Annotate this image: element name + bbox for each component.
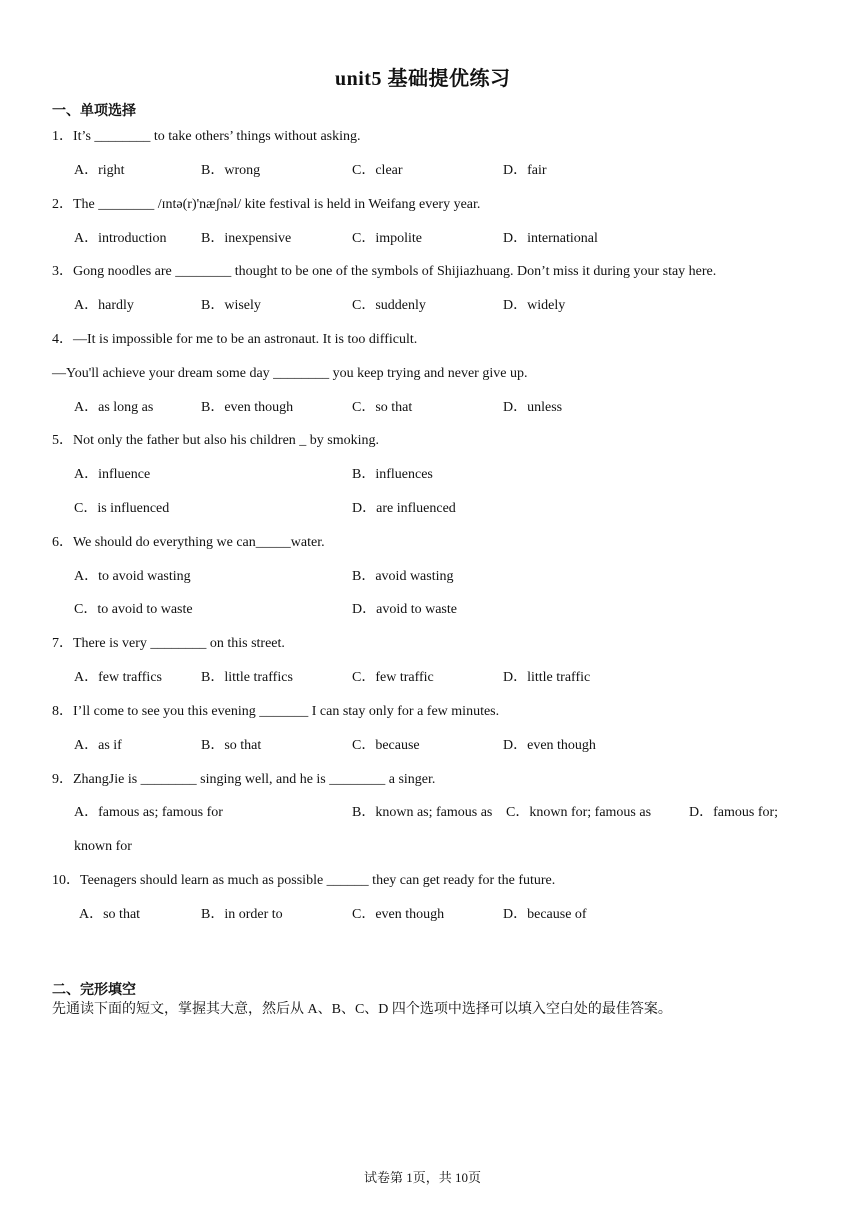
- section-heading-single-choice: 一、单项选择: [52, 103, 136, 119]
- option-a: A．as if: [74, 738, 122, 753]
- option-d: D．international: [503, 231, 598, 246]
- option-d: D．widely: [503, 298, 566, 313]
- option-c: C．few traffic: [352, 670, 434, 685]
- option-a: A．introduction: [74, 231, 167, 246]
- section-heading-cloze: 二、完形填空: [52, 982, 136, 998]
- option-b: B．known as; famous as: [352, 805, 493, 820]
- option-d: D．because of: [503, 907, 587, 922]
- option-a: A．hardly: [74, 298, 134, 313]
- option-b: B．wrong: [201, 163, 261, 178]
- option-d: D．are influenced: [352, 501, 456, 516]
- section-instruction: 先通读下面的短文，掌握其大意，然后从 A、B、C、D 四个选项中选择可以填入空白处的最佳答案。: [52, 1002, 672, 1017]
- question-stem: 3．Gong noodles are ________ thought to be one of the symbols of Shijiazhuang. Don’t miss it during your stay here.: [52, 264, 717, 279]
- question-stem: 1．It’s ________ to take others’ things without asking.: [52, 129, 361, 144]
- option-a: A．to avoid wasting: [74, 569, 191, 584]
- option-a: A．famous as; famous for: [74, 805, 223, 820]
- option-a: A．influence: [74, 467, 151, 482]
- option-b: B．even though: [201, 400, 294, 415]
- page-title: unit5 基础提优练习: [335, 68, 511, 90]
- option-c: C．to avoid to waste: [74, 602, 193, 617]
- option-c: C．clear: [352, 163, 403, 178]
- option-c: C．known for; famous as: [506, 805, 652, 820]
- question-stem: 7．There is very ________ on this street.: [52, 636, 285, 651]
- question-stem: 10．Teenagers should learn as much as possible ______ they can get ready for the future.: [52, 873, 556, 888]
- option-b: B．little traffics: [201, 670, 293, 685]
- option-a: A．as long as: [74, 400, 154, 415]
- option-b: B．avoid wasting: [352, 569, 454, 584]
- option-d: D．little traffic: [503, 670, 591, 685]
- option-d: D．famous for;: [689, 805, 779, 820]
- option-b: B．influences: [352, 467, 433, 482]
- option-c: C．impolite: [352, 231, 422, 246]
- question-stem: 9．ZhangJie is ________ singing well, and he is ________ a singer.: [52, 772, 436, 787]
- option-d: D．avoid to waste: [352, 602, 457, 617]
- option-d: D．even though: [503, 738, 596, 753]
- option-c: C．even though: [352, 907, 445, 922]
- option-b: B．inexpensive: [201, 231, 292, 246]
- option-b: B．so that: [201, 738, 262, 753]
- option-c: C．is influenced: [74, 501, 170, 516]
- option-c: C．because: [352, 738, 420, 753]
- question-stem: 5．Not only the father but also his children _ by smoking.: [52, 433, 380, 448]
- option-b: B．wisely: [201, 298, 261, 313]
- option-a: A．few traffics: [74, 670, 162, 685]
- option-a: A．so that: [79, 907, 141, 922]
- option-d: D．fair: [503, 163, 547, 178]
- option-c: C．suddenly: [352, 298, 426, 313]
- option-c: C．so that: [352, 400, 413, 415]
- option-b: B．in order to: [201, 907, 283, 922]
- question-stem: 4．—It is impossible for me to be an astronaut. It is too difficult.: [52, 332, 418, 347]
- option-d: D．unless: [503, 400, 563, 415]
- question-stem: 6．We should do everything we can_____water.: [52, 535, 325, 550]
- question-stem: 2．The ________ /ɪntə(r)'næʃnəl/ kite festival is held in Weifang every year.: [52, 197, 481, 212]
- question-stem-continued: —You'll achieve your dream some day ________ you keep trying and never give up.: [52, 366, 528, 381]
- option-d-continued: known for: [74, 839, 132, 854]
- option-a: A．right: [74, 163, 125, 178]
- page-footer: 试卷第 1页，共 10页: [364, 1170, 482, 1185]
- question-stem: 8．I’ll come to see you this evening _______ I can stay only for a few minutes.: [52, 704, 500, 719]
